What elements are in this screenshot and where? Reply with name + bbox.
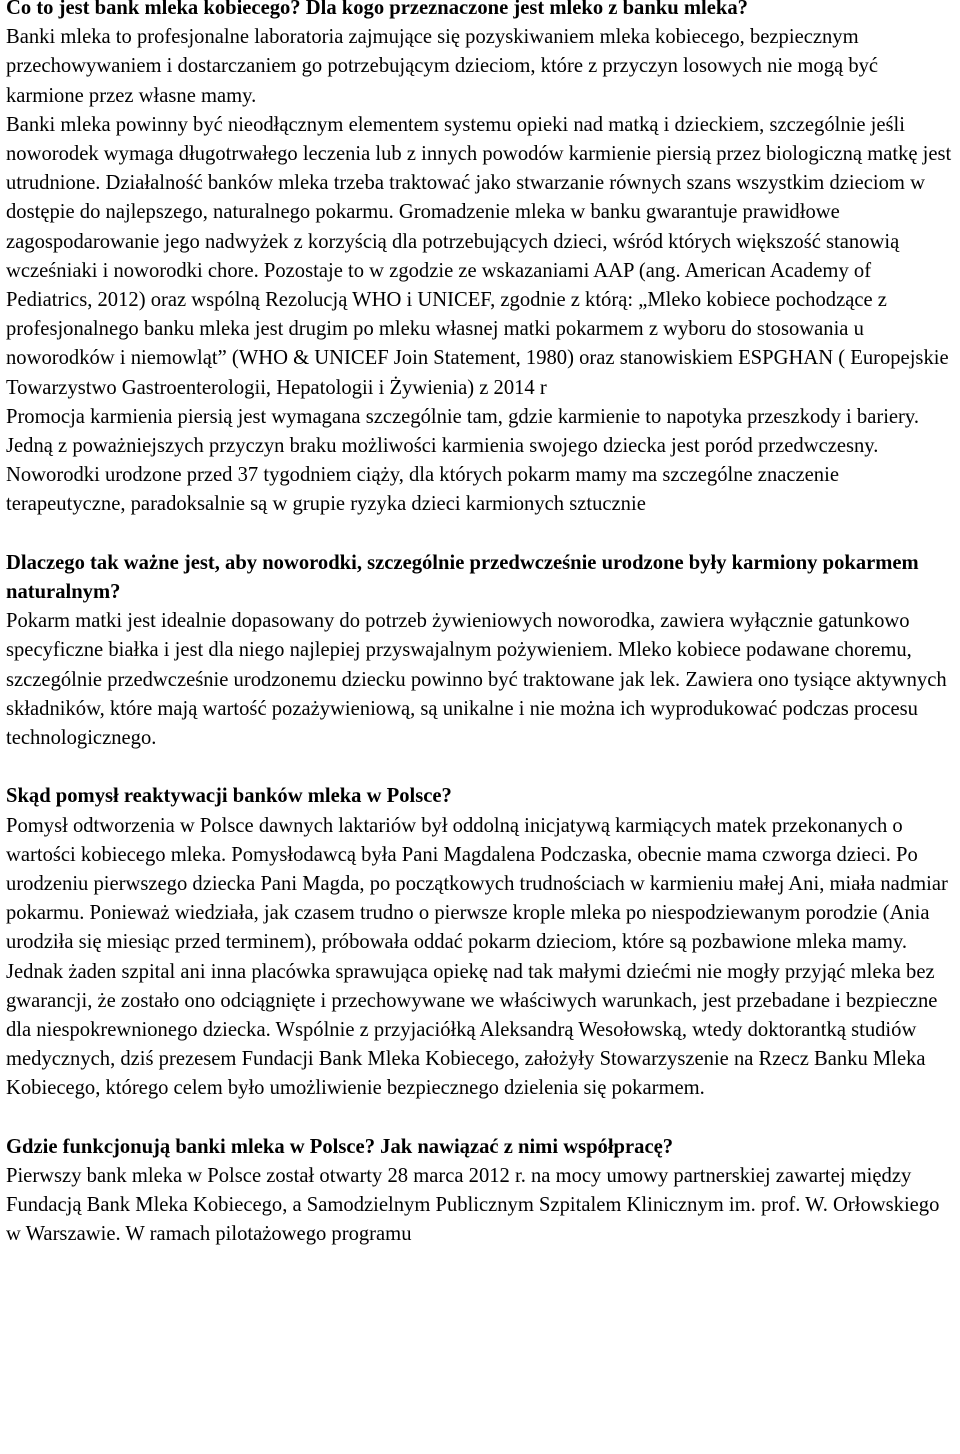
paragraph: Pokarm matki jest idealnie dopasowany do potrzeb żywieniowych noworodka, zawiera wyłącznie gatunkowo specyficzne białka i jest dla niego najlepiej przyswajalnym pożywieniem. Mleko kobiece podawane choremu, szczególnie przedwcześnie urodzonemu dziecku powinno być traktowane jak lek. Zawiera ono tysiące aktywnych składników, które mają wartość pozażywieniową, są unikalne i nie można ich wyprodukować podczas procesu technologicznego. (6, 610, 947, 750)
section-banks-in-poland (6, 1133, 956, 1250)
paragraph: Pomysł odtworzenia w Polsce dawnych laktariów był oddolną inicjatywą karmiących matek przekonanych o wartości kobiecego mleka. Pomysłodawcą była Pani Magdalena Podczaska, obecnie mama czworga dzieci. Po urodzeniu pierwszego dziecka Pani Magda, po początkowych trudnościach w karmieniu małej Ani, miała nadmiar pokarmu. Ponieważ wiedziała, jak czasem trudno o pierwsze krople mleka po niespodziewanym porodzie (Ania urodziła się miesiąc przed terminem), próbowała oddać pokarm dzieciom, które są pozbawione mleka mamy. Jednak żaden szpital ani inna placówka sprawująca opiekę nad tak małymi dziećmi nie mogły przyjąć mleka bez gwarancji, że zostało ono odciągnięte i przechowywane we właściwych warunkach, jest przebadane i bezpieczne dla niespokrewnionego dziecka. Wspólnie z przyjaciółką Aleksandrą Wesołowską, wtedy doktorantką studiów medycznych, dziś prezesem Fundacji Bank Mleka Kobiecego, założyły Stowarzyszenie na Rzecz Banku Mleka Kobiecego, którego celem było umożliwienie bezpiecznego dzielenia się pokarmem. (6, 814, 948, 1100)
section-heading: Co to jest bank mleka kobiecego? Dla kogo przeznaczone jest mleko z banku mleka? (6, 0, 748, 19)
section-spacer (6, 753, 956, 782)
paragraph: Banki mleka powinny być nieodłącznym elementem systemu opieki nad matką i dzieckiem, szczególnie jeśli noworodek wymaga długotrwałego leczenia lub z innych powodów karmienie piersią przez biologiczną matkę jest utrudnione. Działalność banków mleka trzeba traktować jako stwarzanie równych szans wszystkim dzieciom w dostępie do najlepszego, naturalnego pokarmu. Gromadzenie mleka w banku gwarantuje prawidłowe zagospodarowanie jego nadwyżek z korzyścią dla potrzebujących dzieci, wśród których większość stanowią wcześniaki i noworodki chore. Pozostaje to w zgodzie ze wskazaniami AAP (ang. American Academy of Pediatrics, 2012) oraz wspólną Rezolucją WHO i UNICEF, zgodnie z którą: „Mleko kobiece pochodzące z profesjonalnego banku mleka jest drugim po mleku własnej matki pokarmem z wyboru do stosowania u noworodków i niemowląt” (WHO & UNICEF Join Statement, 1980) oraz stanowiskiem ESPGHAN ( Europejskie Towarzystwo Gastroenterologii, Hepatologii i Żywienia) z 2014 r (6, 113, 952, 399)
section-spacer (6, 520, 956, 549)
section-spacer (6, 1104, 956, 1133)
section-milk-bank-intro (6, 0, 956, 520)
section-heading: Skąd pomysł reaktywacji banków mleka w Polsce? (6, 785, 452, 808)
paragraph: Banki mleka to profesjonalne laboratoria zajmujące się pozyskiwaniem mleka kobiecego, bezpiecznym przechowywaniem i dostarczaniem go potrzebującym dzieciom, które z przyczyn losowych nie mogą być karmione przez własne mamy. (6, 26, 879, 107)
paragraph: Pierwszy bank mleka w Polsce został otwarty 28 marca 2012 r. na mocy umowy partnerskiej zawartej między Fundacją Bank Mleka Kobiecego, a Samodzielnym Publicznym Szpitalem Klinicznym im. prof. W. Orłowskiego w Warszawie. W ramach pilotażowego programu (6, 1165, 940, 1246)
document-page (6, 0, 956, 1250)
section-heading: Dlaczego tak ważne jest, aby noworodki, szczególnie przedwcześnie urodzone były karmiony pokarmem naturalnym? (6, 551, 919, 604)
section-reactivation-idea (6, 782, 956, 1103)
section-heading: Gdzie funkcjonują banki mleka w Polsce? Jak nawiązać z nimi współpracę? (6, 1135, 674, 1158)
paragraph: Promocja karmienia piersią jest wymagana szczególnie tam, gdzie karmienie to napotyka przeszkody i bariery. Jedną z poważniejszych przyczyn braku możliwości karmienia swojego dziecka jest poród przedwczesny. Noworodki urodzone przed 37 tygodniem ciąży, dla których pokarm mamy ma szczególne znaczenie terapeutyczne, paradoksalnie są w grupie ryzyka dzieci karmionych sztucznie (6, 405, 920, 516)
section-natural-feeding (6, 549, 956, 753)
